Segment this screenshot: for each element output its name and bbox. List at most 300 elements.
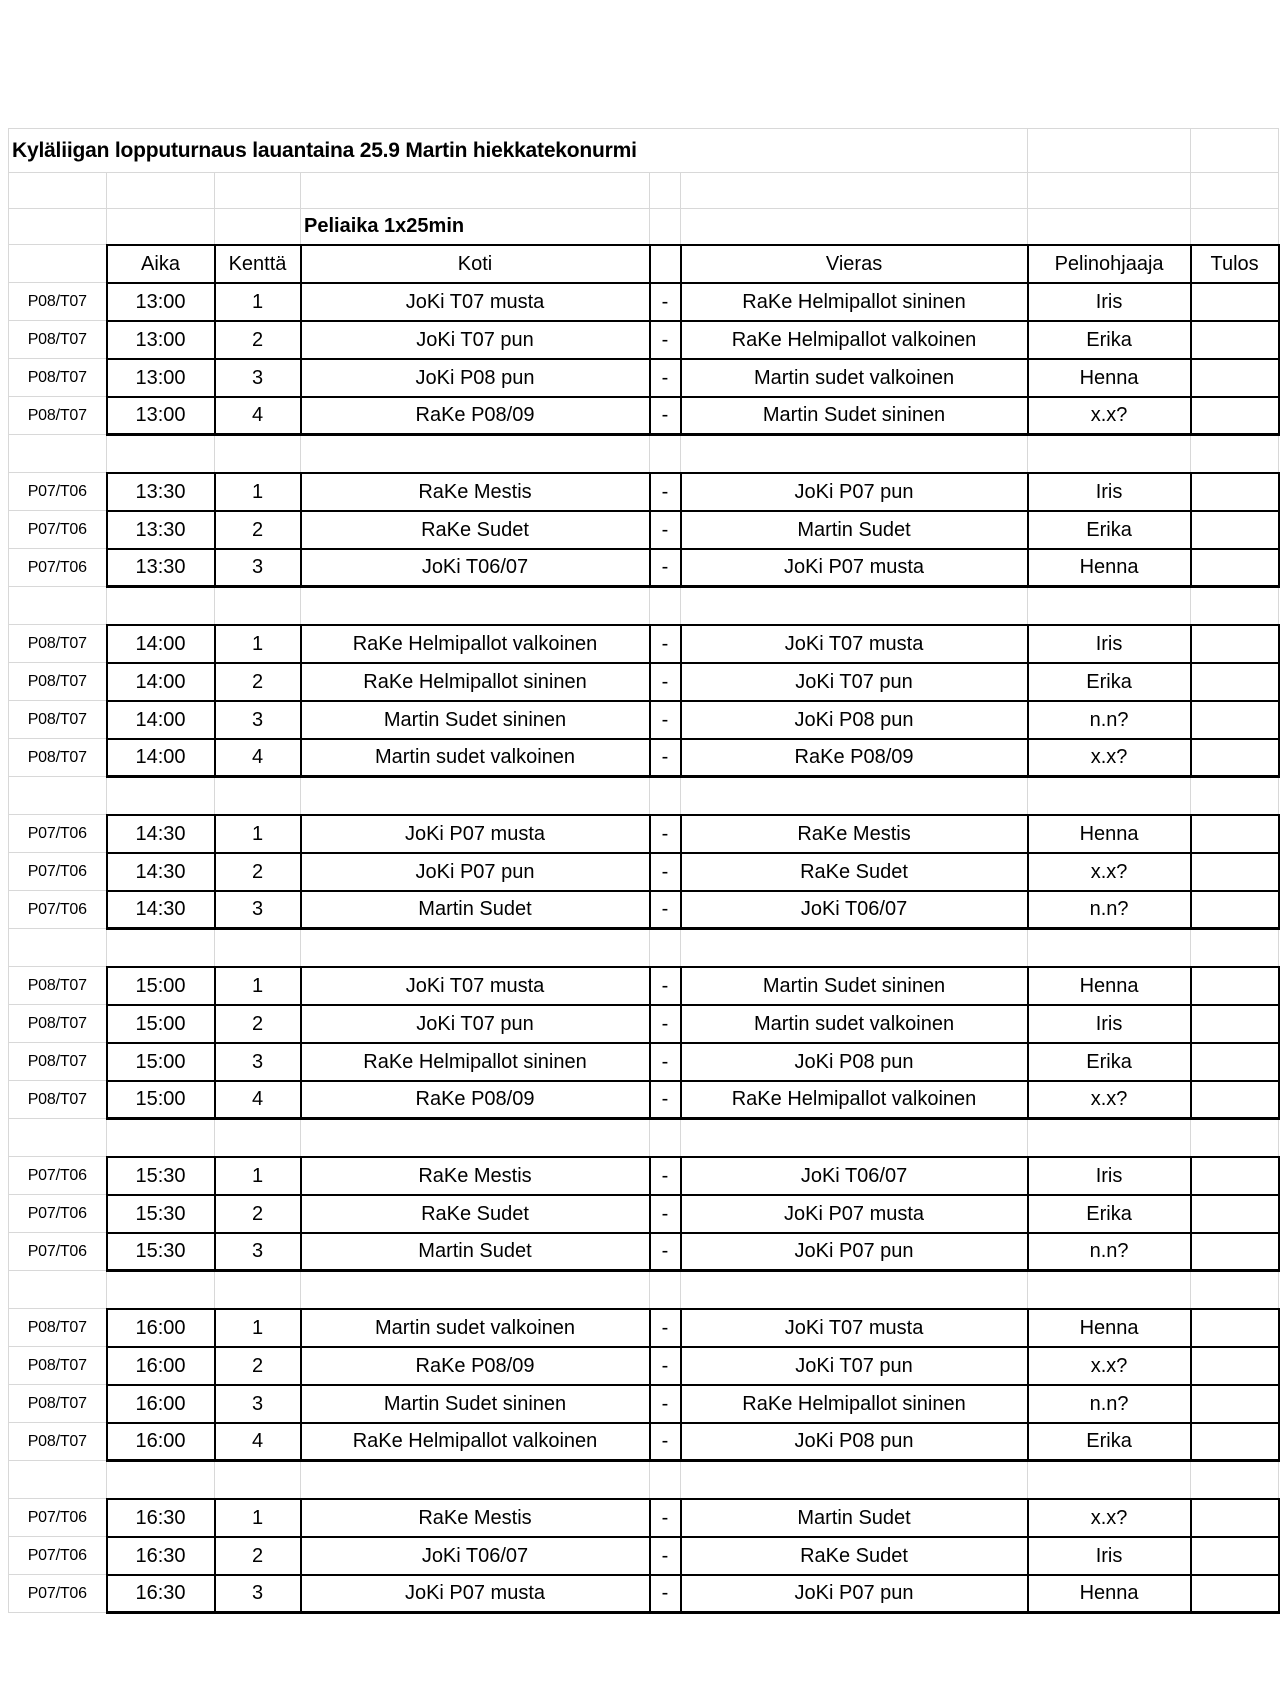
empty-cell	[1191, 209, 1279, 245]
away-team-cell: RaKe Helmipallot sininen	[681, 1385, 1028, 1423]
result-cell	[1191, 701, 1279, 739]
empty-cell	[1191, 1119, 1279, 1157]
group-label: P07/T06	[9, 473, 107, 511]
game-duration-note: Peliaika 1x25min	[301, 209, 650, 245]
group-label: P08/T07	[9, 1309, 107, 1347]
empty-cell	[301, 587, 650, 625]
field-cell: 3	[215, 1385, 301, 1423]
empty-cell	[215, 777, 301, 815]
home-team-cell: JoKi P08 pun	[301, 359, 650, 397]
away-team-cell: JoKi T07 pun	[681, 663, 1028, 701]
result-cell	[1191, 1005, 1279, 1043]
referee-cell: n.n?	[1028, 891, 1191, 929]
time-cell: 13:30	[107, 511, 215, 549]
group-label: P08/T07	[9, 283, 107, 321]
time-cell: 15:30	[107, 1233, 215, 1271]
referee-cell: Henna	[1028, 549, 1191, 587]
group-label: P07/T06	[9, 815, 107, 853]
separator-cell: -	[650, 1537, 681, 1575]
field-cell: 2	[215, 853, 301, 891]
home-team-cell: JoKi T07 pun	[301, 1005, 650, 1043]
field-cell: 2	[215, 321, 301, 359]
empty-cell	[681, 1461, 1028, 1499]
time-cell: 13:30	[107, 549, 215, 587]
empty-cell	[215, 435, 301, 473]
gap-row	[9, 1119, 1279, 1157]
result-cell	[1191, 321, 1279, 359]
home-team-cell: RaKe Mestis	[301, 1157, 650, 1195]
away-team-cell: Martin sudet valkoinen	[681, 359, 1028, 397]
referee-cell: x.x?	[1028, 1081, 1191, 1119]
field-cell: 4	[215, 397, 301, 435]
empty-cell	[215, 173, 301, 209]
empty-cell	[1191, 587, 1279, 625]
home-team-cell: RaKe Mestis	[301, 1499, 650, 1537]
result-cell	[1191, 473, 1279, 511]
empty-cell	[107, 1119, 215, 1157]
match-row	[9, 1575, 1279, 1613]
result-cell	[1191, 397, 1279, 435]
result-cell	[1191, 663, 1279, 701]
group-label: P08/T07	[9, 967, 107, 1005]
column-header-separator	[650, 245, 681, 283]
home-team-cell: RaKe P08/09	[301, 397, 650, 435]
group-label: P08/T07	[9, 397, 107, 435]
time-cell: 14:30	[107, 853, 215, 891]
separator-cell: -	[650, 359, 681, 397]
empty-cell	[1191, 777, 1279, 815]
field-cell: 2	[215, 1347, 301, 1385]
group-label: P07/T06	[9, 1575, 107, 1613]
empty-cell	[1028, 1271, 1191, 1309]
away-team-cell: RaKe Helmipallot valkoinen	[681, 321, 1028, 359]
group-label: P08/T07	[9, 321, 107, 359]
field-cell: 1	[215, 283, 301, 321]
empty-cell	[1028, 587, 1191, 625]
result-cell	[1191, 1385, 1279, 1423]
group-label: P07/T06	[9, 853, 107, 891]
result-cell	[1191, 549, 1279, 587]
title-row	[9, 129, 1279, 173]
empty-cell	[681, 1119, 1028, 1157]
time-cell: 14:00	[107, 663, 215, 701]
schedule-table	[8, 128, 1280, 1614]
separator-cell: -	[650, 1043, 681, 1081]
subtitle-row	[9, 209, 1279, 245]
field-cell: 1	[215, 967, 301, 1005]
referee-cell: Iris	[1028, 283, 1191, 321]
time-cell: 14:00	[107, 625, 215, 663]
empty-cell	[1028, 777, 1191, 815]
time-cell: 16:30	[107, 1575, 215, 1613]
home-team-cell: Martin Sudet	[301, 1233, 650, 1271]
referee-cell: x.x?	[1028, 1347, 1191, 1385]
home-team-cell: JoKi T07 musta	[301, 283, 650, 321]
empty-cell	[9, 1271, 107, 1309]
empty-row	[9, 173, 1279, 209]
empty-cell	[301, 1461, 650, 1499]
result-cell	[1191, 1499, 1279, 1537]
home-team-cell: JoKi T07 musta	[301, 967, 650, 1005]
time-cell: 15:00	[107, 1043, 215, 1081]
result-cell	[1191, 511, 1279, 549]
separator-cell: -	[650, 511, 681, 549]
time-cell: 15:00	[107, 1081, 215, 1119]
separator-cell: -	[650, 625, 681, 663]
empty-cell	[1028, 1119, 1191, 1157]
empty-cell	[301, 929, 650, 967]
separator-cell: -	[650, 891, 681, 929]
empty-cell	[107, 1271, 215, 1309]
column-header-koti: Koti	[301, 245, 650, 283]
time-cell: 16:30	[107, 1499, 215, 1537]
field-cell: 2	[215, 1005, 301, 1043]
field-cell: 4	[215, 1423, 301, 1461]
group-label: P08/T07	[9, 1081, 107, 1119]
result-cell	[1191, 739, 1279, 777]
home-team-cell: RaKe P08/09	[301, 1081, 650, 1119]
match-row	[9, 967, 1279, 1005]
empty-cell	[9, 587, 107, 625]
match-row	[9, 739, 1279, 777]
gap-row	[9, 435, 1279, 473]
referee-cell: Henna	[1028, 1575, 1191, 1613]
separator-cell: -	[650, 549, 681, 587]
match-row	[9, 1043, 1279, 1081]
match-row	[9, 625, 1279, 663]
empty-cell	[107, 435, 215, 473]
empty-cell	[650, 1271, 681, 1309]
field-cell: 2	[215, 1537, 301, 1575]
result-cell	[1191, 891, 1279, 929]
home-team-cell: RaKe Mestis	[301, 473, 650, 511]
field-cell: 3	[215, 891, 301, 929]
empty-cell	[1191, 1461, 1279, 1499]
empty-cell	[107, 1461, 215, 1499]
field-cell: 1	[215, 1309, 301, 1347]
empty-cell	[301, 777, 650, 815]
empty-cell	[215, 209, 301, 245]
column-header-pelinohjaaja: Pelinohjaaja	[1028, 245, 1191, 283]
result-cell	[1191, 1537, 1279, 1575]
home-team-cell: JoKi T06/07	[301, 549, 650, 587]
separator-cell: -	[650, 1081, 681, 1119]
field-cell: 3	[215, 701, 301, 739]
home-team-cell: RaKe Helmipallot sininen	[301, 663, 650, 701]
away-team-cell: Martin Sudet	[681, 1499, 1028, 1537]
result-cell	[1191, 1423, 1279, 1461]
away-team-cell: RaKe Helmipallot valkoinen	[681, 1081, 1028, 1119]
group-label: P07/T06	[9, 511, 107, 549]
empty-cell	[215, 1119, 301, 1157]
match-row	[9, 511, 1279, 549]
field-cell: 3	[215, 1233, 301, 1271]
empty-cell	[107, 209, 215, 245]
home-team-cell: JoKi P07 musta	[301, 1575, 650, 1613]
field-cell: 1	[215, 625, 301, 663]
field-cell: 1	[215, 1157, 301, 1195]
away-team-cell: Martin Sudet sininen	[681, 967, 1028, 1005]
separator-cell: -	[650, 853, 681, 891]
separator-cell: -	[650, 283, 681, 321]
match-row	[9, 1385, 1279, 1423]
empty-cell	[650, 435, 681, 473]
result-cell	[1191, 853, 1279, 891]
gap-row	[9, 777, 1279, 815]
column-header-aika: Aika	[107, 245, 215, 283]
separator-cell: -	[650, 967, 681, 1005]
time-cell: 16:00	[107, 1423, 215, 1461]
empty-cell	[1028, 209, 1191, 245]
separator-cell: -	[650, 815, 681, 853]
match-row	[9, 1309, 1279, 1347]
time-cell: 14:00	[107, 701, 215, 739]
empty-cell	[1191, 173, 1279, 209]
away-team-cell: RaKe Mestis	[681, 815, 1028, 853]
empty-cell	[9, 929, 107, 967]
separator-cell: -	[650, 1575, 681, 1613]
referee-cell: Iris	[1028, 1537, 1191, 1575]
home-team-cell: Martin Sudet	[301, 891, 650, 929]
empty-cell	[1191, 1271, 1279, 1309]
group-label: P07/T06	[9, 1233, 107, 1271]
empty-cell	[301, 173, 650, 209]
result-cell	[1191, 1347, 1279, 1385]
match-row	[9, 321, 1279, 359]
group-label: P08/T07	[9, 1385, 107, 1423]
empty-cell	[1191, 129, 1279, 173]
empty-cell	[301, 1271, 650, 1309]
separator-cell: -	[650, 1005, 681, 1043]
empty-cell	[107, 173, 215, 209]
home-team-cell: RaKe Helmipallot sininen	[301, 1043, 650, 1081]
empty-cell	[215, 1271, 301, 1309]
home-team-cell: Martin sudet valkoinen	[301, 1309, 650, 1347]
empty-cell	[107, 587, 215, 625]
match-row	[9, 549, 1279, 587]
group-label: P07/T06	[9, 891, 107, 929]
time-cell: 13:30	[107, 473, 215, 511]
referee-cell: n.n?	[1028, 1233, 1191, 1271]
home-team-cell: RaKe Helmipallot valkoinen	[301, 625, 650, 663]
match-row	[9, 397, 1279, 435]
referee-cell: n.n?	[1028, 701, 1191, 739]
away-team-cell: JoKi T07 musta	[681, 625, 1028, 663]
field-cell: 2	[215, 511, 301, 549]
referee-cell: Erika	[1028, 1043, 1191, 1081]
match-row	[9, 1157, 1279, 1195]
empty-cell	[650, 929, 681, 967]
empty-cell	[1028, 129, 1191, 173]
away-team-cell: Martin Sudet sininen	[681, 397, 1028, 435]
home-team-cell: RaKe Sudet	[301, 1195, 650, 1233]
away-team-cell: JoKi P08 pun	[681, 1043, 1028, 1081]
empty-cell	[215, 1461, 301, 1499]
match-row	[9, 663, 1279, 701]
column-header-kentta: Kenttä	[215, 245, 301, 283]
match-row	[9, 1347, 1279, 1385]
empty-cell	[301, 435, 650, 473]
field-cell: 4	[215, 739, 301, 777]
result-cell	[1191, 1081, 1279, 1119]
away-team-cell: JoKi P07 musta	[681, 549, 1028, 587]
away-team-cell: JoKi P07 pun	[681, 1233, 1028, 1271]
empty-cell	[681, 435, 1028, 473]
home-team-cell: Martin Sudet sininen	[301, 1385, 650, 1423]
away-team-cell: JoKi P07 pun	[681, 473, 1028, 511]
referee-cell: Iris	[1028, 473, 1191, 511]
match-row	[9, 1233, 1279, 1271]
empty-cell	[9, 777, 107, 815]
field-cell: 1	[215, 815, 301, 853]
empty-cell	[9, 245, 107, 283]
separator-cell: -	[650, 1499, 681, 1537]
time-cell: 16:30	[107, 1537, 215, 1575]
empty-cell	[681, 1271, 1028, 1309]
field-cell: 3	[215, 549, 301, 587]
result-cell	[1191, 1157, 1279, 1195]
separator-cell: -	[650, 1195, 681, 1233]
away-team-cell: RaKe P08/09	[681, 739, 1028, 777]
time-cell: 15:00	[107, 967, 215, 1005]
empty-cell	[681, 929, 1028, 967]
separator-cell: -	[650, 739, 681, 777]
column-header-tulos: Tulos	[1191, 245, 1279, 283]
match-row	[9, 473, 1279, 511]
empty-cell	[9, 173, 107, 209]
gap-row	[9, 929, 1279, 967]
match-row	[9, 1537, 1279, 1575]
referee-cell: x.x?	[1028, 397, 1191, 435]
result-cell	[1191, 625, 1279, 663]
empty-cell	[9, 1119, 107, 1157]
result-cell	[1191, 1043, 1279, 1081]
time-cell: 16:00	[107, 1309, 215, 1347]
separator-cell: -	[650, 701, 681, 739]
away-team-cell: JoKi P08 pun	[681, 1423, 1028, 1461]
gap-row	[9, 1271, 1279, 1309]
referee-cell: Henna	[1028, 1309, 1191, 1347]
separator-cell: -	[650, 397, 681, 435]
home-team-cell: JoKi T06/07	[301, 1537, 650, 1575]
away-team-cell: RaKe Sudet	[681, 1537, 1028, 1575]
referee-cell: Henna	[1028, 815, 1191, 853]
column-header-vieras: Vieras	[681, 245, 1028, 283]
separator-cell: -	[650, 1157, 681, 1195]
match-row	[9, 891, 1279, 929]
empty-cell	[650, 777, 681, 815]
referee-cell: Iris	[1028, 625, 1191, 663]
match-row	[9, 1005, 1279, 1043]
home-team-cell: RaKe P08/09	[301, 1347, 650, 1385]
result-cell	[1191, 1575, 1279, 1613]
time-cell: 15:00	[107, 1005, 215, 1043]
time-cell: 14:30	[107, 891, 215, 929]
empty-cell	[1028, 173, 1191, 209]
match-row	[9, 701, 1279, 739]
away-team-cell: RaKe Sudet	[681, 853, 1028, 891]
empty-cell	[1028, 929, 1191, 967]
field-cell: 4	[215, 1081, 301, 1119]
field-cell: 3	[215, 1575, 301, 1613]
group-label: P07/T06	[9, 1195, 107, 1233]
away-team-cell: JoKi T07 musta	[681, 1309, 1028, 1347]
result-cell	[1191, 1309, 1279, 1347]
referee-cell: Iris	[1028, 1157, 1191, 1195]
result-cell	[1191, 1195, 1279, 1233]
referee-cell: Erika	[1028, 1423, 1191, 1461]
home-team-cell: RaKe Sudet	[301, 511, 650, 549]
separator-cell: -	[650, 321, 681, 359]
empty-cell	[650, 587, 681, 625]
time-cell: 13:00	[107, 321, 215, 359]
empty-cell	[681, 173, 1028, 209]
match-row	[9, 1195, 1279, 1233]
referee-cell: n.n?	[1028, 1385, 1191, 1423]
empty-cell	[650, 173, 681, 209]
group-label: P08/T07	[9, 1347, 107, 1385]
page-title: Kyläliigan lopputurnaus lauantaina 25.9 Martin hiekkatekonurmi	[9, 129, 1028, 173]
referee-cell: Erika	[1028, 321, 1191, 359]
empty-cell	[650, 1461, 681, 1499]
referee-cell: x.x?	[1028, 1499, 1191, 1537]
empty-cell	[9, 209, 107, 245]
away-team-cell: JoKi P07 pun	[681, 1575, 1028, 1613]
empty-cell	[681, 587, 1028, 625]
group-label: P07/T06	[9, 1499, 107, 1537]
empty-cell	[215, 587, 301, 625]
away-team-cell: RaKe Helmipallot sininen	[681, 283, 1028, 321]
separator-cell: -	[650, 1309, 681, 1347]
separator-cell: -	[650, 1233, 681, 1271]
empty-cell	[681, 777, 1028, 815]
group-label: P08/T07	[9, 359, 107, 397]
group-label: P08/T07	[9, 739, 107, 777]
empty-cell	[9, 1461, 107, 1499]
match-row	[9, 359, 1279, 397]
empty-cell	[215, 929, 301, 967]
empty-cell	[1191, 929, 1279, 967]
referee-cell: x.x?	[1028, 853, 1191, 891]
result-cell	[1191, 967, 1279, 1005]
time-cell: 16:00	[107, 1385, 215, 1423]
home-team-cell: RaKe Helmipallot valkoinen	[301, 1423, 650, 1461]
separator-cell: -	[650, 1347, 681, 1385]
away-team-cell: JoKi P08 pun	[681, 701, 1028, 739]
separator-cell: -	[650, 473, 681, 511]
group-label: P07/T06	[9, 1157, 107, 1195]
empty-cell	[1191, 435, 1279, 473]
match-row	[9, 1499, 1279, 1537]
separator-cell: -	[650, 663, 681, 701]
result-cell	[1191, 359, 1279, 397]
match-row	[9, 1423, 1279, 1461]
empty-cell	[650, 1119, 681, 1157]
home-team-cell: JoKi P07 musta	[301, 815, 650, 853]
referee-cell: Erika	[1028, 663, 1191, 701]
time-cell: 13:00	[107, 283, 215, 321]
field-cell: 3	[215, 359, 301, 397]
empty-cell	[107, 777, 215, 815]
group-label: P08/T07	[9, 1005, 107, 1043]
away-team-cell: JoKi T07 pun	[681, 1347, 1028, 1385]
away-team-cell: JoKi T06/07	[681, 891, 1028, 929]
time-cell: 14:00	[107, 739, 215, 777]
away-team-cell: Martin Sudet	[681, 511, 1028, 549]
home-team-cell: Martin Sudet sininen	[301, 701, 650, 739]
away-team-cell: JoKi P07 musta	[681, 1195, 1028, 1233]
empty-cell	[681, 209, 1028, 245]
